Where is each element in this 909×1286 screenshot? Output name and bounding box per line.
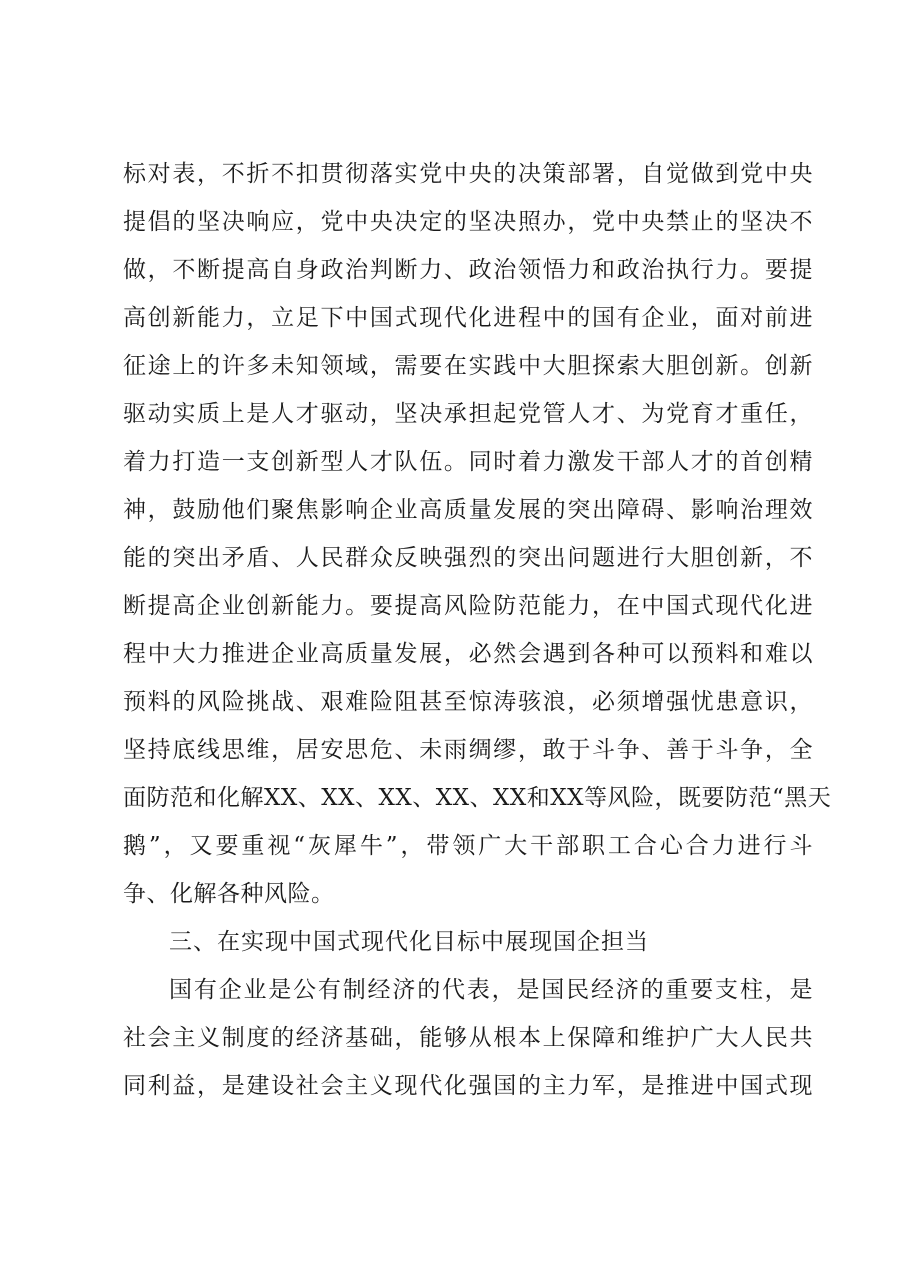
text-line: 坚持底线思维，居安思危、未雨绸缪，敢于斗争、善于斗争，全 (123, 737, 813, 763)
text-line: 征途上的许多未知领域，需要在实践中大胆探索大胆创新。创新 (123, 353, 813, 379)
section-heading: 三、在实现中国式现代化目标中展现国企担当 (169, 929, 649, 955)
text-line: 鹅”，又要重视“灰犀牛”，带领广大干部职工合心合力进行斗 (123, 833, 813, 859)
text-line: 神，鼓励他们聚焦影响企业高质量发展的突出障碍、影响治理效 (123, 497, 813, 523)
text-line: 断提高企业创新能力。要提高风险防范能力，在中国式现代化进 (123, 593, 813, 619)
text-line: 标对表，不折不扣贯彻落实党中央的决策部署，自觉做到党中央 (123, 161, 813, 187)
text-line: 能的突出矛盾、人民群众反映强烈的突出问题进行大胆创新，不 (123, 545, 813, 571)
text-line: 驱动实质上是人才驱动，坚决承担起党管人才、为党育才重任， (123, 401, 813, 427)
text-line: 提倡的坚决响应，党中央决定的坚决照办，党中央禁止的坚决不 (123, 209, 813, 235)
text-line: 国有企业是公有制经济的代表，是国民经济的重要支柱，是 (169, 977, 813, 1003)
text-line: 同利益，是建设社会主义现代化强国的主力军，是推进中国式现 (123, 1073, 813, 1099)
text-line: 预料的风险挑战、艰难险阻甚至惊涛骇浪，必须增强忧患意识， (123, 689, 813, 715)
document-body (123, 150, 832, 1110)
text-line: 争、化解各种风险。 (123, 881, 335, 907)
text-line: 面防范和化解XX、XX、XX、XX、XX和XX等风险，既要防范“黑天 (123, 785, 832, 811)
text-line: 着力打造一支创新型人才队伍。同时着力激发干部人才的首创精 (123, 449, 813, 475)
text-line: 程中大力推进企业高质量发展，必然会遇到各种可以预料和难以 (123, 641, 813, 667)
text-line: 社会主义制度的经济基础，能够从根本上保障和维护广大人民共 (123, 1025, 813, 1051)
text-line: 高创新能力，立足下中国式现代化进程中的国有企业，面对前进 (123, 305, 813, 331)
text-line: 做，不断提高自身政治判断力、政治领悟力和政治执行力。要提 (123, 257, 813, 283)
